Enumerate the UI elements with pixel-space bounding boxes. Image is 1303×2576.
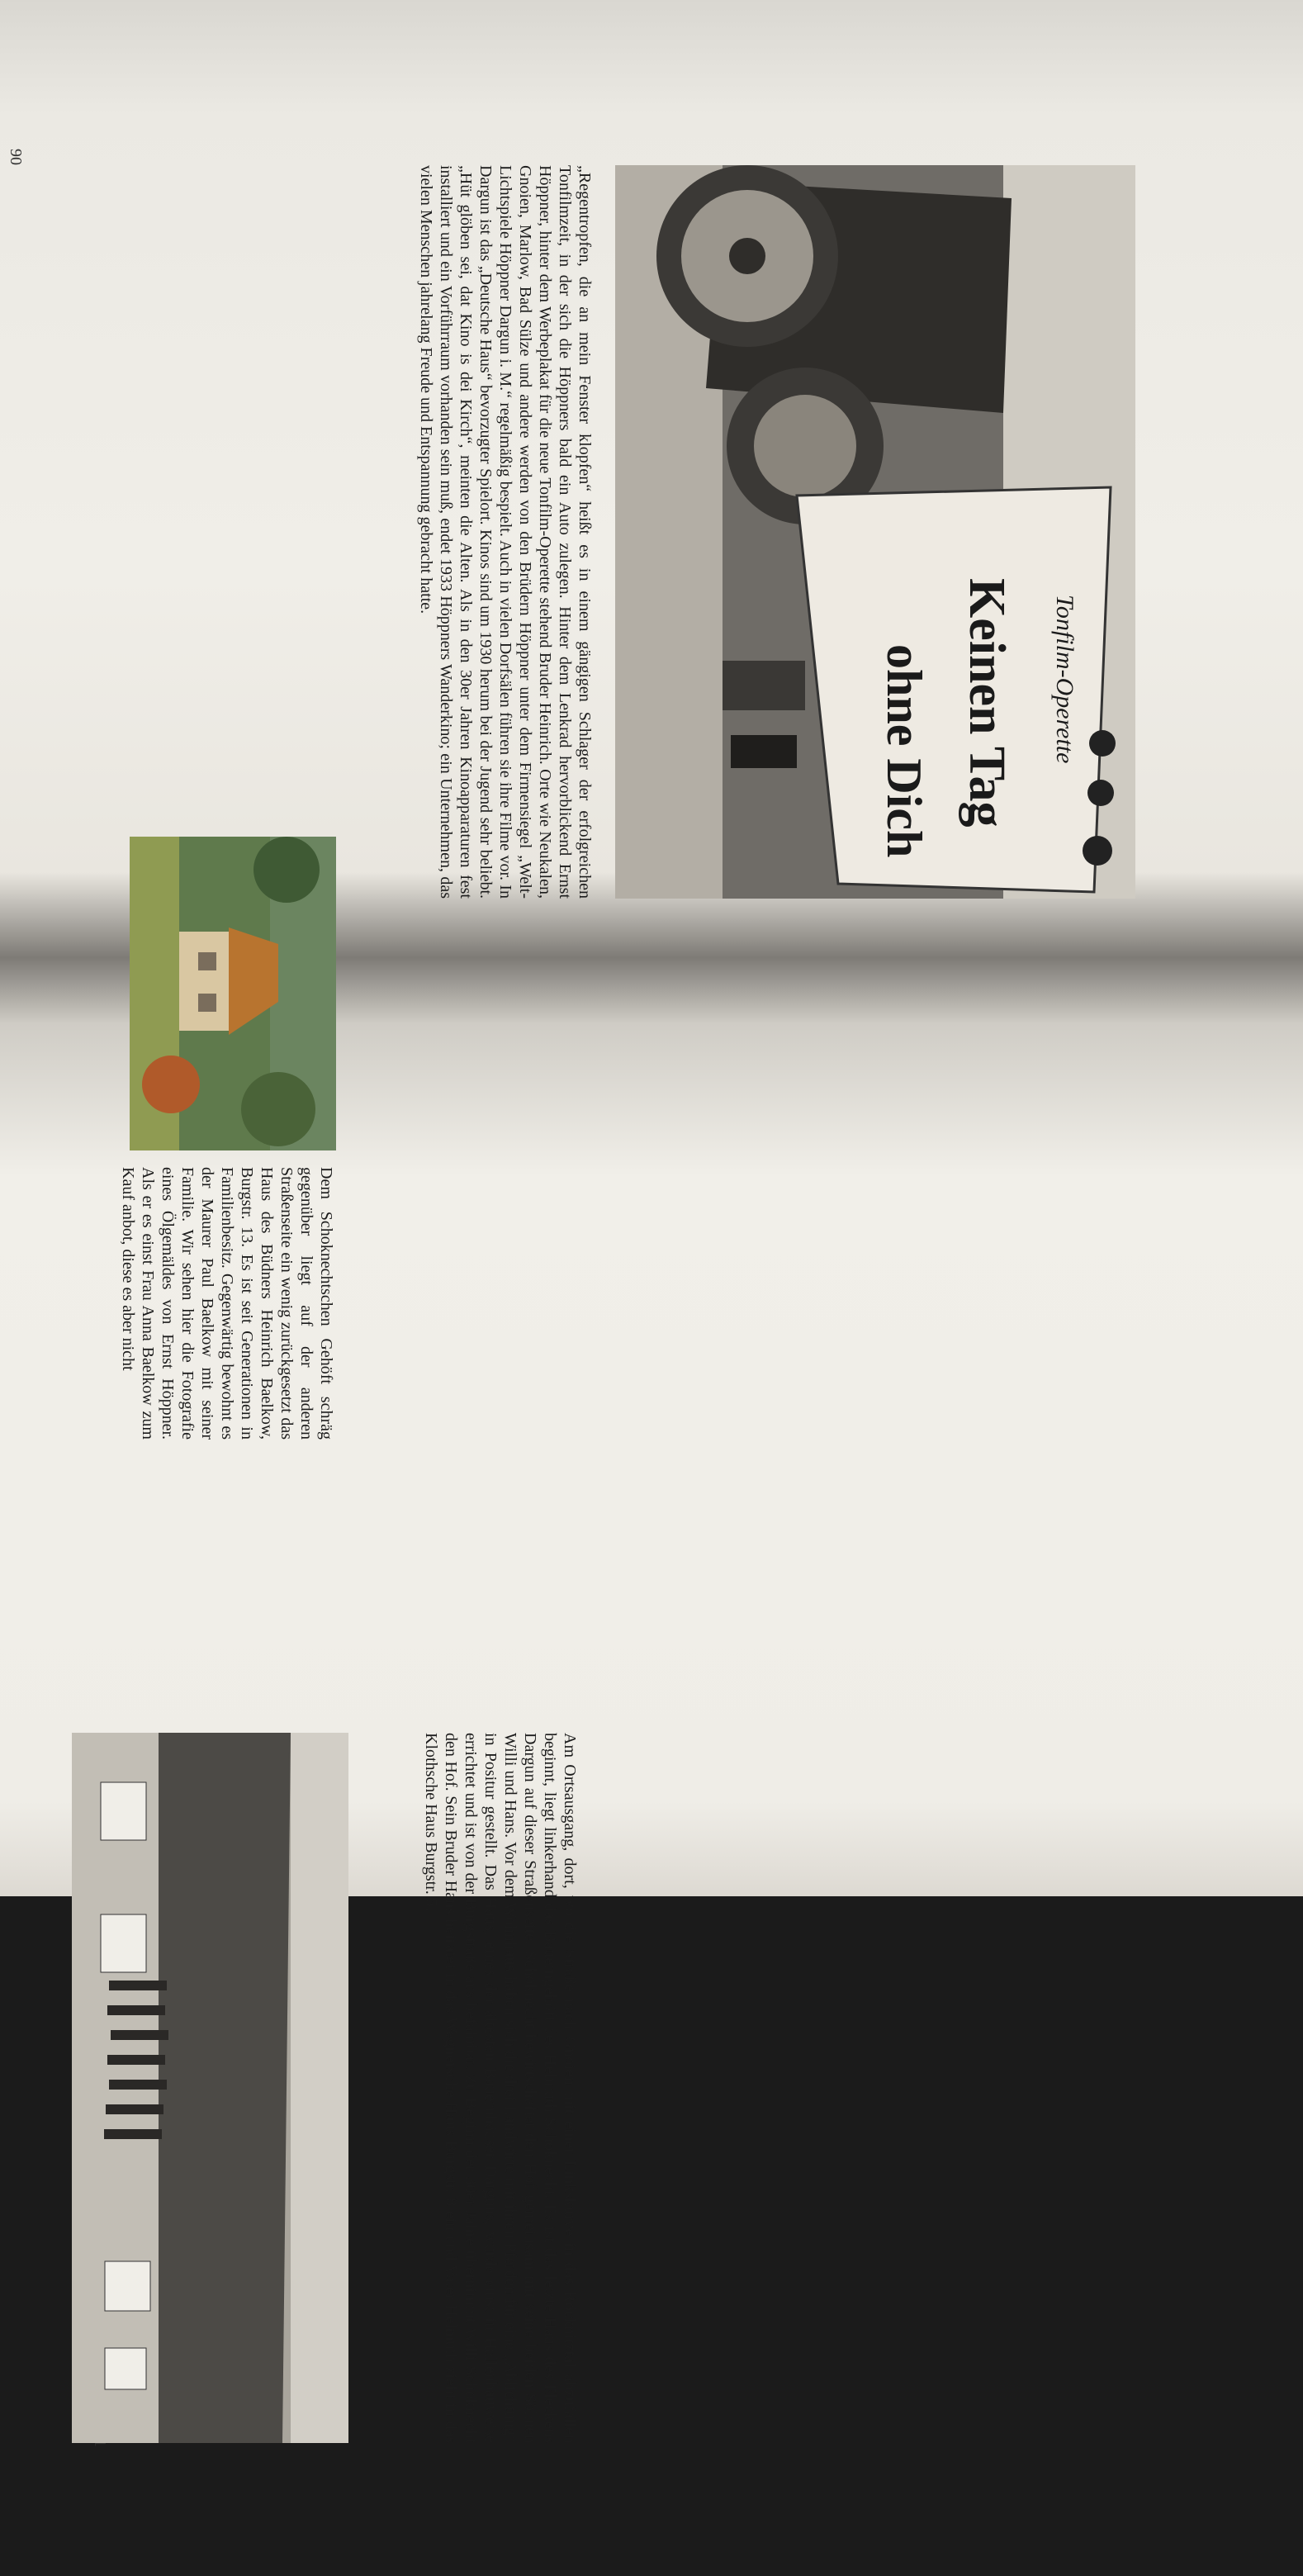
- bauernhaus-image: [72, 1733, 348, 2443]
- plakat-line2: Keinen Tag: [959, 578, 1015, 828]
- body-text-91-side: Dem Schoknechtschen Gehöft schräg gegenüber liegt auf der anderen Straßenseite ein wenig zurückgesetzt das Haus des Büdners Heinrich Baelkow, Burgstr. 13. Es ist seit Generationen in Familienbesitz. Gegenwärtig bewohnt es der Maurer Paul Baelkow mit seiner Familie. Wir sehen hier die Fotografie eines Ölgemäldes von Ernst Höppner. Als er es einst Frau Anna Baelkow zum Kauf anbot, diese es aber nicht: [119, 1167, 335, 1440]
- page-number: 90: [7, 149, 25, 165]
- photo-bauernhaus: [72, 1733, 348, 2443]
- oelgemaelde-image: [130, 837, 336, 1150]
- body-text-90: „Regentropfen, die an mein Fenster klopfen“ heißt es in einem gängigen Schlager der erfolgreichen Tonfilmzeit, in der sich die Höppners bald ein Auto zulegen. Hinter dem Lenkrad hervorblickend Ernst Höppner, hinter dem Werbeplakat für die neue Tonfilm-Operette stehend Bruder Heinrich. Orte wie Neukalen, Gnoien, Marlow, Bad Sülze und andere werden von den Brüdern Höppner unter dem Firmensiegel „Welt-Lichtspiele Höppner Dargun i. M.“ regelmäßig bespielt. Auch in vielen Dorfsälen führen sie ihre Filme vor. In Dargun ist das „Deutsche Haus“ bevorzugter Spielort. Kinos sind um 1930 herum bei der Jugend sehr beliebt. „Hüt glöben sei, dat Kino is dei Kirch“, meinten die Alten. Als in den 30er Jahren Kinoapparaturen fest installiert und ein Vorführraum vorhanden sein muß, endet 1933 Höppners Wanderkino; ein Unternehmen, das vielen Menschen jahrelang Freude und Entspannung gebracht hatte.: [417, 165, 594, 899]
- plakat-line3: ohne Dich: [877, 644, 931, 858]
- photo-oelgemaelde: [130, 837, 336, 1150]
- body-text-91-top: Am Ortsausgang, dort, wo die Straße nach Gnoien mit einer Linkskurve in das Röcknitztal abzufallen beginnt, liegt linkerhand das Bauerngehöft des Helmuth Schoknecht. Es ist das letzte Haus des Fleckens Dargun auf dieser Straßenseite. Schoknecht bewirtschaftet den Hof gemeinsam mit seine beiden Söhnen Willi und Hans. Vor dem Wohnhaus haben sich die drei Landwirte mit ihren Pferden für eine „Ablichtung“ in Positur gestellt. Das Haus, eines der ältesten Bauernhäuser Darguns, wurde einst in Hallenbauweise errichtet und ist von der Burgstraße aus befahrbar. Zu Beginn der 30er Jahre übernimmt Willi Schoknecht den Hof. Sein Bruder Hans heiratet in das Wegnersche Haus Burgstr. 8 ein und Vater Helmuth zieht in das Klothsche Haus Burgstr. 5.: [422, 1733, 579, 2443]
- plakat-line1: Tonfilm-Operette: [1051, 595, 1078, 764]
- page-91: [8, 680, 1298, 2576]
